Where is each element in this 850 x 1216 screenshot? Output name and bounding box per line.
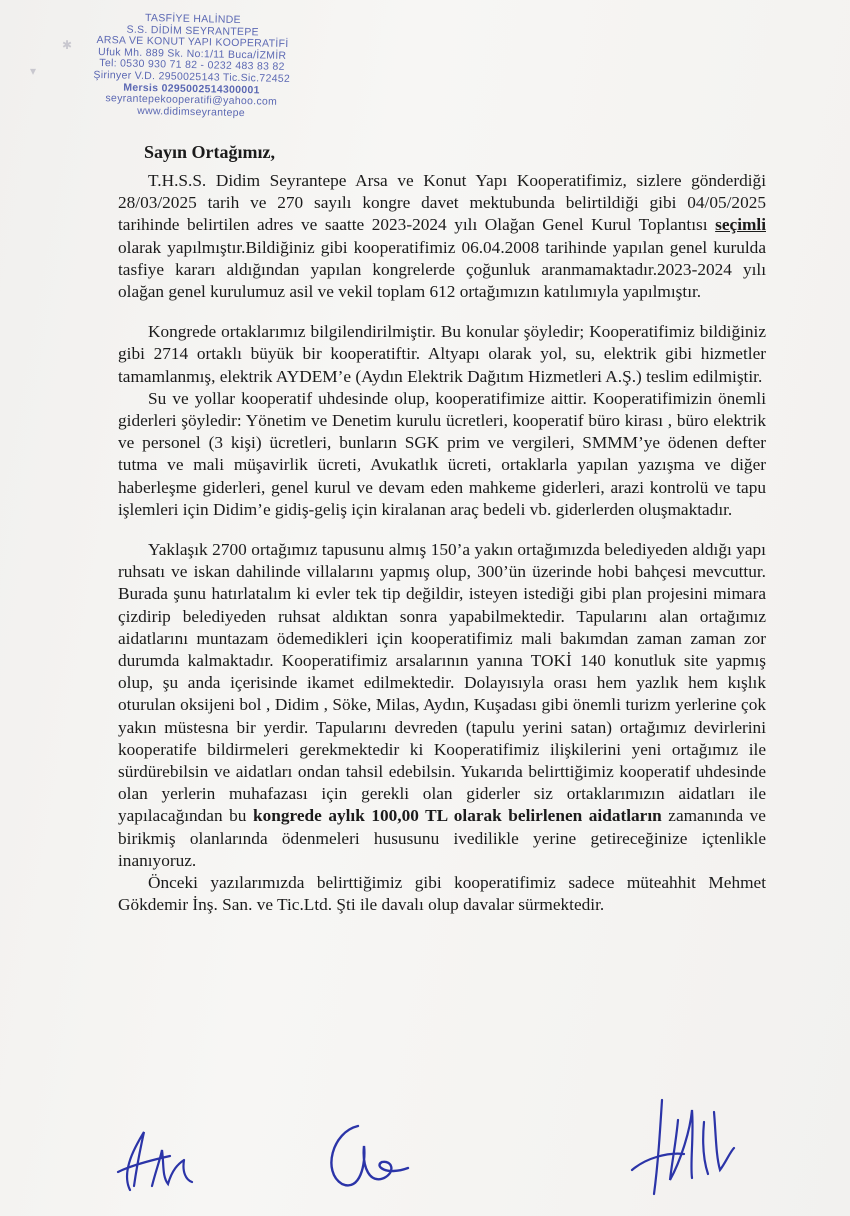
greeting: Sayın Ortağımız, bbox=[144, 142, 275, 162]
underlined-word: seçimli bbox=[715, 215, 766, 235]
stamp-line: ARSA VE KONUT YAPI KOOPERATİFİ bbox=[96, 34, 289, 51]
paragraph-text: zamanında ve birikmiş olanlarında ödenmeleri hususunu ivedilikle yerine getireceğinize içtenlikle inanıyoruz. bbox=[118, 806, 766, 870]
stamp-line: Tel: 0530 930 71 82 - 0232 483 83 82 bbox=[99, 57, 285, 74]
cooperative-stamp bbox=[71, 11, 313, 120]
stamp-line: S.S. DİDİM SEYRANTEPE bbox=[126, 23, 260, 38]
paragraph-text: olarak yapılmıştır.Bildiğiniz gibi kooperatifimiz 06.04.2008 tarihinde yapılan genel kurulda tasfiye kararı aldığından yapılan kongrelerde çoğunluk aranmamaktadır.2023-2024 yılı olağan genel kurulumuz asil ve vekil toplam 612 ortağımızın katılımıyla yapılmıştır. bbox=[118, 237, 766, 302]
bleed-through-mark: ✱ bbox=[62, 38, 73, 52]
bleed-through-mark: ▾ bbox=[30, 64, 37, 78]
stamp-line: www.didimseyrantepe bbox=[137, 104, 246, 119]
signature-right bbox=[620, 1092, 750, 1202]
paragraph-text: Yaklaşık 2700 ortağımız tapusunu almış 150’a yakın ortağımızda belediyeden aldığı yapı ruhsatı ve iskan dahilinde villalarını yapmış olup, 300’ün üzerinde hobi bahçesi mevcuttur. Burada şunu hatırlatalım ki evler tek tip değildir, isteyen istediği gibi plan projesini mimara çizdirip belediyeden ruhsat aldıktan sonra yapabilmektedir. Tapularını alan ortağımız aidatlarını muntazam ödemedikleri için kooperatifimiz mali bakımdan zaman zaman zor durumda kalmaktadır. Kooperatifimiz arsalarının yanına TOKİ 140 konutluk site yapmış olup, şu anda içerisinde ikamet edilmektedir. Dolayısıyla orası hem yazlık hem kışlık oturulan oksijeni bol , Didim , Söke, Milas, Aydın, Kuşadası gibi önemli turizm yerlerine çok yakın müstesna bir yerdir. Tapularını devreden (tapulu yerini satan) ortağımız devirlerini kooperatife bildirmeleri gerekmektedir ki Kooperatifimiz ilişkilerini yeni ortağımız ile sürdürebilsin ve aidatları ondan tahsil edebilsin. Yukarıda belirttiğimiz kooperatif uhdesinde olan yerlerin muhafazası için gerekli olan giderler siz ortaklarımızın aidatları ile yapılacağından bu bbox=[118, 540, 766, 826]
bold-dues-statement: kongrede aylık 100,00 TL olarak belirlenen aidatların bbox=[252, 806, 662, 826]
stamp-line: Ufuk Mh. 889 Sk. No:1/11 Buca/İZMİR bbox=[97, 45, 287, 62]
signature-left bbox=[100, 1120, 210, 1200]
paragraph-dues bbox=[118, 539, 766, 872]
stamp-line: Şirinyer V.D. 2950025143 Tic.Sic.72452 bbox=[93, 68, 291, 86]
signature-middle bbox=[312, 1108, 422, 1198]
paragraph-expenses: Su ve yollar kooperatif uhdesinde olup, kooperatifimize aittir. Kooperatifimizin önemli giderleri şöyledir: Yönetim ve Denetim kurulu ücretleri, kooperatif büro kirası , büro elektrik ve personel (3 kişi) ücretleri, bunların SGK prim ve vergileri, SMMM’ye ödenen defter tutma ve mali müşavirlik ücreti, Avukatlık ücreti, ortaklarla yapılan yazışma ve diğer haberleşme giderleri, genel kurul ve devam eden mahkeme giderleri, arazi kontrolü ve tapu işlemleri için Didim’e gidiş-geliş için kiralanan araç bedeli vb. giderlerden oluşmaktadır. bbox=[118, 388, 766, 519]
letter-body bbox=[118, 170, 766, 935]
stamp-line: TASFİYE HALİNDE bbox=[144, 12, 242, 27]
paragraph-lawsuit: Önceki yazılarımızda belirttiğimiz gibi kooperatifimiz sadece müteahhit Mehmet Gökdemir İnş. San. ve Tic.Ltd. Şti ile davalı olup davalar sürmektedir. bbox=[118, 873, 766, 915]
paragraph-infrastructure: Kongrede ortaklarımız bilgilendirilmiştir. Bu konular şöyledir; Kooperatifimiz bildiğiniz gibi 2714 ortaklı büyük bir kooperatiftir. Altyapı olarak yol, su, elektrik gibi hizmetler tamamlanmış, elektrik AYDEM’e (Aydın Elektrik Dağıtım Hizmetleri A.Ş.) teslim edilmiştir. bbox=[118, 322, 766, 386]
stamp-line: Mersis 0295002514300001 bbox=[123, 81, 260, 96]
stamp-line: seyrantepekooperatifi@yahoo.com bbox=[105, 92, 278, 108]
paragraph-text: T.H.S.S. Didim Seyrantepe Arsa ve Konut Yapı Kooperatifimiz, sizlere gönderdiği 28/03/2025 tarih ve 270 sayılı kongre davet mektubunda belirtildiği gibi 04/05/2025 tarihinde belirtilen adres ve saatte 2023-2024 yılı Olağan Genel Kurul Toplantısı bbox=[118, 171, 766, 235]
paragraph-congress bbox=[118, 170, 766, 303]
